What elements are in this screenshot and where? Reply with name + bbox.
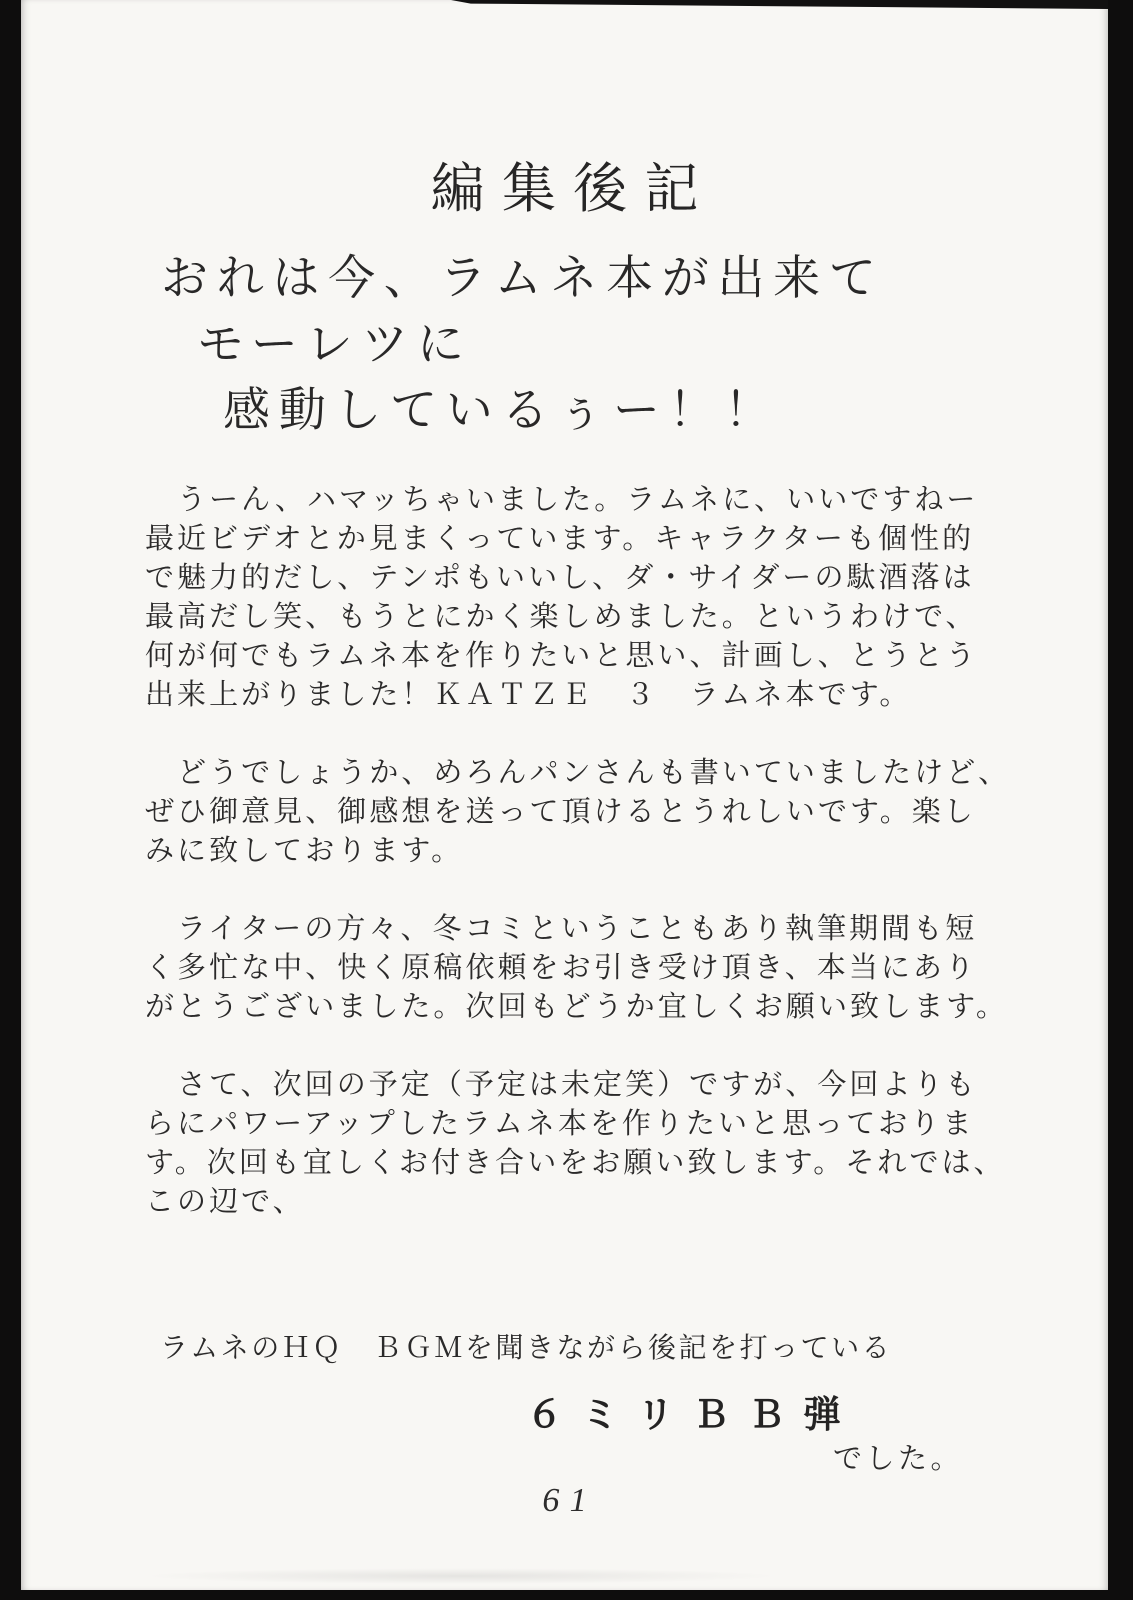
paragraph-line: ぜひ御意見、御感想を送って頂けるとうれしいです。楽し	[145, 796, 976, 828]
paragraph-line: この辺で、	[145, 1186, 305, 1218]
colophon-closing: でした。	[833, 1443, 963, 1475]
paragraph-line: く多忙な中、快く原稿依頼をお引き受け頂き、本当にあり	[145, 952, 978, 984]
scanned-page	[21, 0, 1108, 1590]
afterword-body	[145, 481, 1010, 1261]
heading-line-2: モーレツに	[197, 319, 473, 371]
scan-border-bottom	[0, 1590, 1133, 1600]
scan-smudge	[141, 1568, 781, 1584]
page-number: 61	[542, 1482, 597, 1519]
paragraph-line: さて、次回の予定（予定は未定笑）ですが、今回よりも	[145, 1069, 978, 1101]
page-title: 編集後記	[430, 159, 716, 219]
scan-border-right	[1108, 0, 1133, 1600]
paragraph-line: らにパワーアップしたラムネ本を作りたいと思っておりま	[145, 1108, 975, 1140]
colophon-note: ラムネのＨＱ ＢＧＭを聞きながら後記を打っている	[160, 1333, 893, 1364]
paragraph-1	[145, 481, 1010, 715]
colophon-signature: ６ミリＢＢ弾	[526, 1395, 859, 1436]
paragraph-line: 何が何でもラムネ本を作りたいと思い、計画し、とうとう	[145, 640, 978, 672]
paragraph-line: みに致しております。	[145, 835, 464, 867]
paragraph-line: がとうございました。次回もどうか宜しくお願い致します。	[145, 991, 1008, 1023]
paragraph-2	[145, 754, 1010, 871]
paragraph-line: 最高だし笑、もうとにかく楽しめました。というわけで、	[145, 601, 978, 633]
paragraph-line: うーん、ハマッちゃいました。ラムネに、いいですねー	[145, 484, 979, 516]
paragraph-line: 最近ビデオとか見まくっています。キャラクターも個性的	[145, 523, 975, 555]
paragraph-4	[145, 1066, 1010, 1222]
paragraph-line: ライターの方々、冬コミということもあり執筆期間も短	[145, 913, 978, 945]
heading-line-3: 感動しているぅー！！	[223, 385, 780, 437]
paragraph-line: す。次回も宜しくお付き合いをお願い致します。それでは、	[145, 1147, 1006, 1179]
paragraph-line: 出来上がりました！ＫＡＴＺＥ ３ ラムネ本です。	[145, 679, 912, 711]
scan-border-top	[451, 0, 1108, 9]
paragraph-3	[145, 910, 1010, 1027]
heading-line-1: おれは今、ラムネ本が出来て	[161, 253, 885, 305]
afterword-heading	[161, 246, 885, 444]
paragraph-line: で魅力的だし、テンポもいいし、ダ・サイダーの駄酒落は	[145, 562, 975, 594]
scan-border-left	[0, 0, 21, 1600]
paragraph-line: どうでしょうか、めろんパンさんも書いていましたけど、	[145, 757, 1011, 789]
